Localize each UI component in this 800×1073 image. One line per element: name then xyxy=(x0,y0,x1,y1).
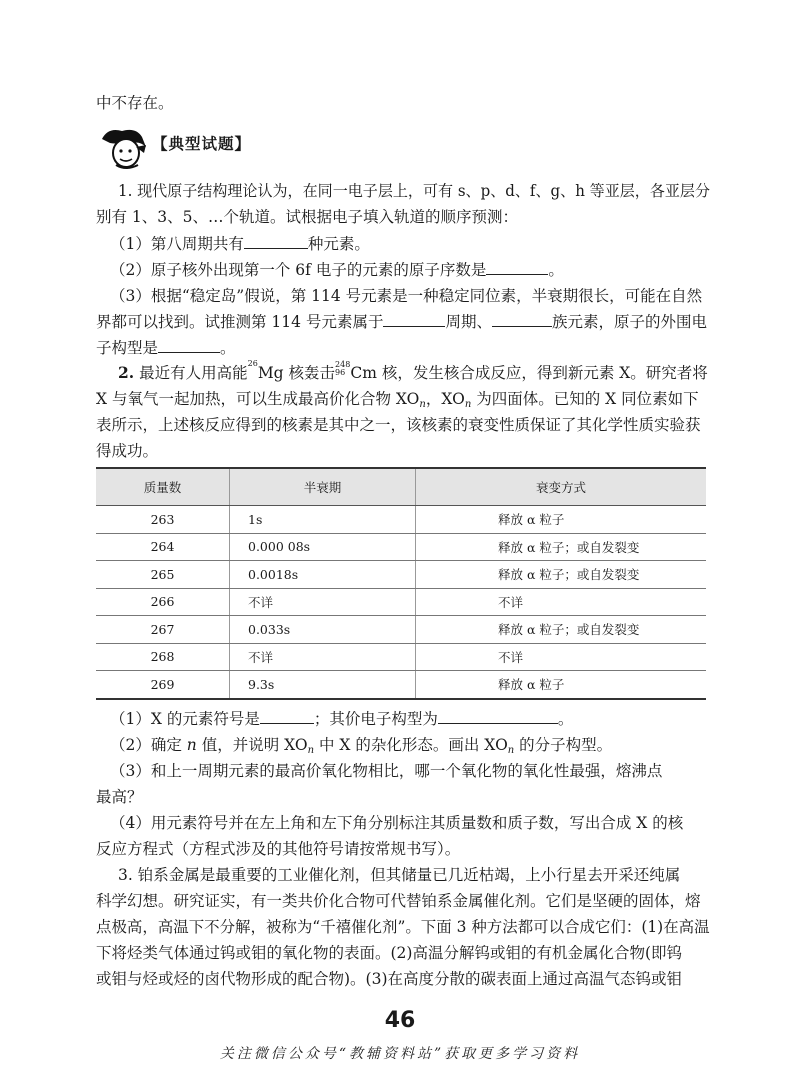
subscript-n: n xyxy=(464,399,472,410)
q2-sub4-line2: 反应方程式（方程式涉及的其他符号请按常规书写）。 xyxy=(96,840,461,858)
q3-line3: 点极高，高温下不分解，被称为“千禧催化剂”。下面 3 种方法都可以合成它们：(1)在高温 xyxy=(96,918,710,936)
cm-mass-number: 248 xyxy=(335,360,351,369)
col-header-half-life: 半衰期 xyxy=(230,468,416,506)
answer-blank[interactable] xyxy=(383,312,445,327)
footer-note: 关注微信公众号“教辅资料站”获取更多学习资料 xyxy=(219,1046,581,1062)
q2-sub2-text-d: 的分子构型。 xyxy=(514,736,613,754)
cell-mass: 268 xyxy=(96,643,230,671)
section-header-label: 【典型试题】 xyxy=(152,135,252,153)
q3-line2: 科学幻想。研究证实，有一类共价化合物可代替铂系金属催化剂。它们是坚硬的固体，熔 xyxy=(96,892,701,910)
q2-text-f: 为四面体。已知的 X 同位素如下 xyxy=(471,390,699,408)
q2-sub2 xyxy=(110,734,612,762)
cell-half-life: 不详 xyxy=(230,643,416,671)
cell-half-life: 0.0018s xyxy=(230,561,416,589)
table-row xyxy=(96,671,706,699)
table-row xyxy=(96,506,706,534)
cell-decay: 释放 α 粒子；或自发裂变 xyxy=(416,616,707,644)
q2-sub2-text-b: 值，并说明 XO xyxy=(196,736,308,754)
cm-symbol: Cm xyxy=(350,364,377,382)
q1-line2: 别有 1、3、5、…个轨道。试根据电子填入轨道的顺序预测： xyxy=(96,208,519,226)
q2-line4: 得成功。 xyxy=(96,442,159,460)
cell-mass: 265 xyxy=(96,561,230,589)
q1-sub3-text-e: 。 xyxy=(220,339,236,357)
q2-text-b: 核轰击 xyxy=(283,364,336,382)
cell-mass: 264 xyxy=(96,533,230,561)
cell-decay: 释放 α 粒子 xyxy=(416,671,707,699)
answer-blank[interactable] xyxy=(158,338,220,353)
q2-sub3-line1: （3）和上一周期元素的最高价氧化物相比，哪一个氧化物的氧化性最强，熔沸点 xyxy=(110,762,663,780)
page-number: 46 xyxy=(384,1008,416,1033)
q1-sub1-text-b: 种元素。 xyxy=(307,235,370,253)
cm-nuclide-numbers xyxy=(335,361,350,377)
cell-mass: 267 xyxy=(96,616,230,644)
cell-decay: 释放 α 粒子 xyxy=(416,506,707,534)
cm-atomic-number: 96 xyxy=(335,368,346,377)
q1-sub3-text-b: 周期、 xyxy=(445,313,492,331)
intro-line: 中不存在。 xyxy=(96,94,174,112)
q1-sub3-text-a: 界都可以找到。试推测第 114 号元素属于 xyxy=(96,313,384,331)
q2-sub2-text-a: （2）确定 xyxy=(110,736,187,754)
cell-decay: 不详 xyxy=(416,643,707,671)
variable-n: n xyxy=(186,736,197,754)
table-row xyxy=(96,533,706,561)
q2-sub1-text-b: ；其价电子构型为 xyxy=(313,710,438,728)
q1-sub3-text-c: 族元素，原子的外围电 xyxy=(551,313,707,331)
cell-decay: 释放 α 粒子；或自发裂变 xyxy=(416,561,707,589)
q3-line1: 3. 铂系金属是最重要的工业催化剂，但其储量已几近枯竭，上小行星去开采还纯属 xyxy=(118,866,681,884)
q1-sub3-line2 xyxy=(96,311,707,333)
cell-decay: 释放 α 粒子；或自发裂变 xyxy=(416,533,707,561)
cell-half-life: 不详 xyxy=(230,588,416,616)
q1-sub3-line3 xyxy=(96,337,236,359)
q2-sub4-line1: （4）用元素符号并在左上角和左下角分别标注其质量数和质子数，写出合成 X 的核 xyxy=(110,814,684,832)
cell-mass: 269 xyxy=(96,671,230,699)
q1-sub3-line1: （3）根据“稳定岛”假说，第 114 号元素是一种稳定同位素，半衰期很长，可能在自然 xyxy=(110,287,703,305)
q2-line3: 表所示，上述核反应得到的核素是其中之一，该核素的衰变性质保证了其化学性质实验获 xyxy=(96,416,701,434)
q2-sub2-text-c: 中 X 的杂化形态。画出 XO xyxy=(314,736,508,754)
col-header-decay-mode: 衰变方式 xyxy=(416,468,707,506)
answer-blank[interactable] xyxy=(492,312,552,327)
mg-mass-number: 26 xyxy=(247,359,258,368)
table-header-row xyxy=(96,468,706,506)
q2-sub1 xyxy=(110,708,573,730)
q2-line1 xyxy=(118,359,708,384)
q1-sub1-text-a: （1）第八周期共有 xyxy=(110,235,244,253)
q3-line4: 下将烃类气体通过钨或钼的氧化物的表面。(2)高温分解钨或钼的有机金属化合物(即钨 xyxy=(96,944,683,962)
q1-sub1 xyxy=(110,233,370,255)
answer-blank[interactable] xyxy=(486,260,548,275)
cell-decay: 不详 xyxy=(416,588,707,616)
q1-sub2-text-a: （2）原子核外出现第一个 6f 电子的元素的原子序数是 xyxy=(110,261,487,279)
mg-symbol: Mg xyxy=(257,364,284,382)
subscript-n: n xyxy=(419,399,426,410)
q1-sub2 xyxy=(110,259,564,281)
cell-half-life: 1s xyxy=(230,506,416,534)
table-row xyxy=(96,561,706,589)
mascot-icon xyxy=(96,125,152,171)
table-row xyxy=(96,616,706,644)
q3-line5: 或钼与烃或烃的卤代物形成的配合物)。(3)在高度分散的碳表面上通过高温气态钨或钼 xyxy=(96,970,683,988)
subscript-n: n xyxy=(307,745,315,756)
q1-line1: 1. 现代原子结构理论认为，在同一电子层上，可有 s、p、d、f、g、h 等亚层，各亚层分 xyxy=(118,182,711,200)
cell-half-life: 0.000 08s xyxy=(230,533,416,561)
q2-sub3-line2: 最高？ xyxy=(96,788,143,806)
col-header-mass-number: 质量数 xyxy=(96,468,230,506)
cell-mass: 263 xyxy=(96,506,230,534)
q2-text-a: 最近有人用高能 xyxy=(134,364,248,382)
q2-sub1-text-c: 。 xyxy=(557,710,574,728)
table-row xyxy=(96,643,706,671)
table-row xyxy=(96,588,706,616)
q2-text-c: 核，发生核合成反应，得到新元素 X。研究者将 xyxy=(376,364,708,382)
answer-blank[interactable] xyxy=(244,234,308,249)
cell-half-life: 9.3s xyxy=(230,671,416,699)
q2-text-d: X 与氧气一起加热，可以生成最高价化合物 XO xyxy=(96,390,420,408)
answer-blank[interactable] xyxy=(438,709,558,724)
q2-number: 2. xyxy=(118,363,135,382)
q2-sub1-text-a: （1）X 的元素符号是 xyxy=(110,710,260,728)
isotope-table xyxy=(96,467,706,700)
subscript-n: n xyxy=(507,745,515,756)
answer-blank[interactable] xyxy=(260,709,314,724)
cell-half-life: 0.033s xyxy=(230,616,416,644)
q2-line2 xyxy=(96,388,699,416)
q2-text-e: ，XO xyxy=(425,390,465,408)
q1-sub3-text-d: 子构型是 xyxy=(96,339,159,357)
cell-mass: 266 xyxy=(96,588,230,616)
q1-sub2-text-b: 。 xyxy=(548,261,564,279)
